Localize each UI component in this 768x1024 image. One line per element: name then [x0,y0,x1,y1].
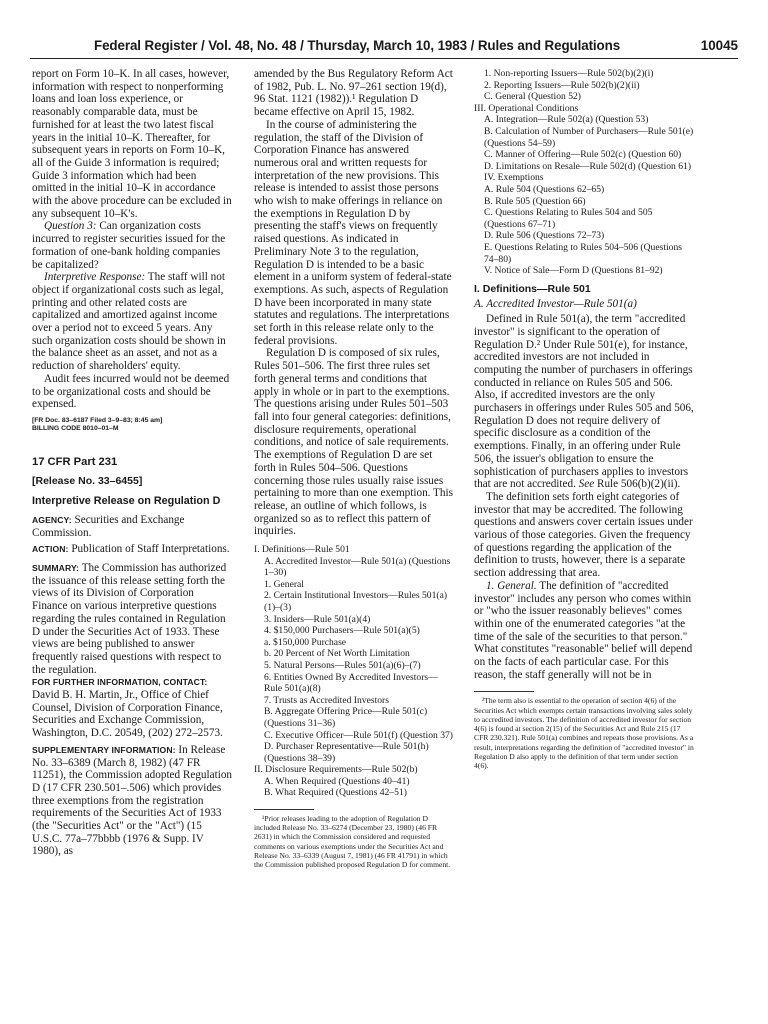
outline-item: I. Definitions—Rule 501 [254,544,350,556]
outline-item: C. Questions Relating to Rules 504 and 505 (Questions 67–71) [484,207,653,230]
outline-item: E. Questions Relating to Rules 504–506 (Questions 74–80) [484,241,682,265]
outline-item: 5. Natural Persons—Rules 501(a)(6)–(7) [264,659,421,671]
cfr-part-heading: 17 CFR Part 231 [32,455,118,468]
outline-item: D. Rule 506 (Questions 72–73) [484,230,605,242]
document-title: Interpretive Release on Regulation D [32,495,221,508]
question-3 [32,220,232,271]
contact-label: FOR FURTHER INFORMATION, CONTACT: [32,677,208,688]
footnote-2: ²The term also is essential to the operation of section 4(6) of the Securities Act which exempts certain transactions involving sales solely to accredited investors. The definition of accredited investor for section 4(6) is found at section 2(15) of the Securities Act and Rule 215 (17 CFR 230.321). Rule 501(a) combines and repeats those provisions. As a result, interpretations regarding the definition of "accredited investor" in Regulation D also apply to the definition of that term under section 4(6). [474,696,694,770]
action [32,543,232,556]
outline-item: B. Aggregate Offering Price—Rule 501(c) (Questions 31–36) [264,706,428,729]
response-label: Interpretive Response: [44,271,146,284]
paragraph-text: Defined in Rule 501(a), the term "accredited investor" is significant to the operation of Regulation D.² Under Rule 501(e), for instance, accredited investors are not included in computing the number of purchasers in offerings conducted in reliance on Rules 505 and 506. Also, if accredited investors are the only purchasers in offerings under Rules 505 and 506, Regulation D does not require delivery of specific disclosure as a condition of the exemptions. Finally, in an offering under Rule 506, the issuer's obligation to ensure the sophistication of purchasers applies to investors that are not accredited. [474,313,694,491]
outline-item: D. Limitations on Resale—Rule 502(d) (Question 61) [484,160,692,172]
footnote-divider [474,691,534,692]
footnote-divider [254,809,314,810]
question-label: Question 3: [44,220,97,233]
response-text: The staff will not object if organizational costs such as legal, printing and other related costs are capitalized and amortized against income over a period not to exceed 5 years. Any such organization costs should be shown in the balance sheet as an asset, and not as a reduction of shareholders' equity. [32,271,226,373]
paragraph: report on Form 10–K. In all cases, however, information with respect to nonperforming loans and loan loss experience, or reasonably comparable data, must be furnished for at least the two latest fiscal years in the initial 10–K. Thereafter, for subsequent years in reports on Form 10–K, all of the Guide 3 information is required; Guide 3 information which had been omitted in the initial 10–K in accordance with the above procedure can be excluded in any subsequent 10–K's. [32,68,232,220]
page-number: 10045 [700,38,738,53]
paragraph [474,580,694,682]
paragraph: amended by the Bus Regulatory Reform Act of 1982, Pub. L. No. 97–261 section 19(d), 96 Stat. 1121 (1982)).¹ Regulation D became effective on April 15, 1982. [254,68,453,119]
paragraph: Audit fees incurred would not be deemed to be organizational costs and should be expensed. [32,372,230,411]
contact [32,676,232,740]
paragraph: The definition sets forth eight categories of investor that may be accredited. The following questions and answers cover certain issues under various of those categories. Given the frequency of questions regarding the application of the definition to trusts, however, there is a separate section addressing that area. [474,490,693,580]
subsection-heading: A. Accredited Investor—Rule 501(a) [474,298,637,311]
see-signal: See [578,478,595,491]
section-heading: I. Definitions—Rule 501 [474,282,591,295]
general-label: 1. General. [486,579,537,592]
paragraph-text: Rule 506(b)(2)(ii). [594,478,681,491]
summary [32,562,232,676]
footnote-1: ¹Prior releases leading to the adoption of Regulation D included Release No. 33–6274 (December 23, 1980) (46 FR 2631) in which the Commission considered and requested comments on various exemptions under the Securities Act and Release No. 33–6339 (August 7, 1981) (46 FR 41791) in which the Commission published proposed Regulation D for comment. [254,814,451,870]
agency-label: AGENCY: [32,514,72,525]
outline-item: A. Integration—Rule 502(a) (Question 53) [484,114,649,126]
outline-item: A. Accredited Investor—Rule 501(a) (Questions 1–30) [264,555,451,579]
page-header [30,36,738,59]
outline-item: IV. Exemptions [484,172,544,184]
outline-item: 4. $150,000 Purchasers—Rule 501(a)(5) [264,625,420,637]
agency [32,514,232,539]
outline-item: 2. Certain Institutional Investors—Rules 501(a)(1)–(3) [264,590,448,613]
outline-item: 1. General [264,578,304,590]
outline-item: 2. Reporting Issuers—Rule 502(b)(2)(ii) [484,79,640,91]
outline-item: V. Notice of Sale—Form D (Questions 81–92) [484,265,663,277]
action-label: ACTION: [32,544,69,555]
fr-doc-line: [FR Doc. 83–6187 Filed 3–9–83; 8:45 am] [32,416,163,424]
paragraph [474,313,694,491]
paragraph: Regulation D is composed of six rules, Rules 501–506. The first three rules set forth general terms and conditions that apply in whole or in part to the exemptions. The questions arising under Rules 501–503 fall into four general categories: definitions, disclosure requirements, operational conditions, and notice of sale requirements. The exemptions of Regulation D are set forth in Rules 504–506. Questions concerning those rules usually raise issues pertaining to more than one exemption. This release, an outline of which follows, is organized so as to reflect this pattern of inquiries. [254,347,453,538]
action-text: Publication of Staff Interpretations. [68,543,230,556]
agency-text: Securities and Exchange Commission. [32,513,185,539]
outline-item: C. General (Question 52) [484,91,581,103]
summary-label: SUMMARY: [32,563,80,574]
outline-item: 7. Trusts as Accredited Investors [264,694,389,706]
outline-item: 3. Insiders—Rule 501(a)(4) [264,613,371,625]
question-text: Can organization costs incurred to register securities issued for the formation of one-bank holding companies be capitalized? [32,220,226,271]
outline-item: A. When Required (Questions 40–41) [264,775,410,787]
outline-item: 1. Non-reporting Issuers—Rule 502(b)(2)(i) [484,68,654,79]
outline-item: 6. Entities Owned By Accredited Investors—Rule 501(a)(8) [264,671,438,695]
outline-item: II. Disclosure Requirements—Rule 502(b) [254,764,418,776]
outline-item: B. What Required (Questions 42–51) [264,787,407,799]
supplementary-info [32,744,232,858]
billing-code: BILLING CODE 8010–01–M [32,425,119,433]
outline-item: b. 20 Percent of Net Worth Limitation [264,648,410,660]
outline-item: C. Executive Officer—Rule 501(f) (Question 37) [264,729,453,741]
column-left [32,68,232,858]
outline-item: A. Rule 504 (Questions 62–65) [484,183,605,195]
supplementary-label: SUPPLEMENTARY INFORMATION: [32,744,176,755]
outline-list-continued [474,68,694,277]
paragraph-text: The definition of "accredited investor" includes any person who comes within or "who the issuer reasonably believes" comes within one of the enumerated categories "at the time of the sale of the securities to that person." What constitutes "reasonable" belief will depend on the facts of each particular case. For this reason, the staff generally will not be in [474,579,693,681]
column-right [474,68,694,770]
release-number: [Release No. 33–6455] [32,474,143,487]
supplementary-text: In Release No. 33–6389 (March 8, 1982) (47 FR 11251), the Commission adopted Regulation D (17 CFR 230.501–.506) which provides three exemptions from the registration requirements of the Securities Act of 1933 (the "Securities Act" or the "Act") (15 U.S.C. 77a–77bbbb (1976 & Supp. IV 1980), as [32,743,233,858]
outline-item: D. Purchaser Representative—Rule 501(h) (Questions 38–39) [264,741,429,764]
paragraph: In the course of administering the regulation, the staff of the Division of Corporation Finance has answered numerous oral and written requests for interpretation of the new provisions. This release is intended to assist those persons who wish to make offerings in reliance on the exemptions in Regulation D by presenting the staff's views on frequently raised questions. As indicated in Preliminary Note 3 to the regulation, Regulation D is intended to be a basic element in a uniform system of federal-state exemptions. As such, aspects of Regulation D have been incorporated in many state statutes and regulations. The interpretations set forth in this release relate only to the federal provisions. [254,118,452,347]
outline-item: a. $150,000 Purchase [264,636,347,648]
outline-list [254,544,454,799]
outline-item: B. Rule 505 (Question 66) [484,195,586,207]
summary-text: The Commission has authorized the issuance of this release setting forth the views of its Division of Corporation Finance on various interpretive questions regarding the rules contained in Regulation D under the Securities Act of 1933. These views are being published to answer frequently raised questions with respect to the regulation. [32,562,227,676]
outline-item: C. Manner of Offering—Rule 502(c) (Question 60) [484,149,682,161]
column-middle [254,68,454,869]
outline-item: III. Operational Conditions [474,102,579,114]
contact-text: David B. H. Martin, Jr., Office of Chief Counsel, Division of Corporation Finance, Securities and Exchange Commission, Washington, D.C. 20549, (202) 272–2573. [32,689,223,740]
outline-item: B. Calculation of Number of Purchasers—Rule 501(e) (Questions 54–59) [484,125,694,149]
running-title: Federal Register / Vol. 48, No. 48 / Thursday, March 10, 1983 / Rules and Regulations [94,38,621,53]
interpretive-response [32,271,232,373]
